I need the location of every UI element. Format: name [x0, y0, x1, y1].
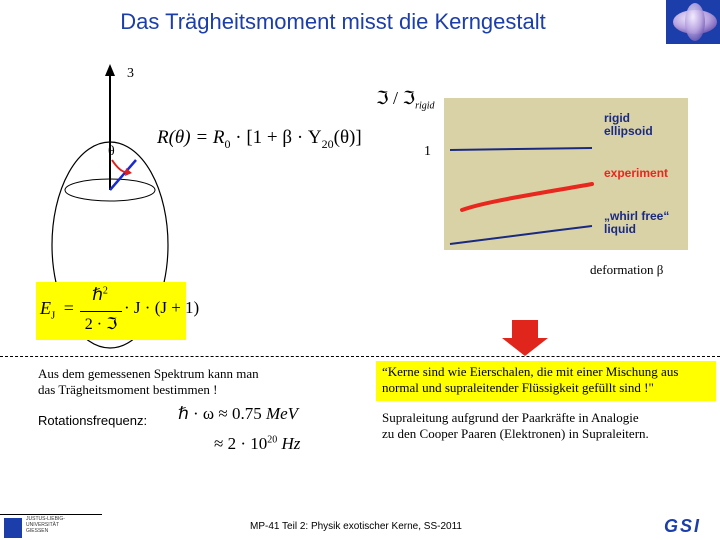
energy-formula-denominator: 2 · ℑ [84, 316, 118, 333]
energy-formula-lhs-sub: J [51, 309, 56, 322]
plot-tick-one: 1 [424, 144, 431, 159]
experiment-curve [462, 184, 592, 210]
footer-rule [0, 514, 102, 515]
rotation-formula-line1 [178, 404, 298, 424]
slide-title: Das Trägheitsmoment misst die Kerngestalt [0, 0, 666, 44]
energy-formula-hbar: ℏ [92, 285, 103, 304]
radius-formula-mid: · [1 + β · Y [230, 127, 322, 148]
rotation-formula-line1-unit: MeV [265, 404, 299, 423]
label-rigid-line1: rigid [604, 111, 630, 125]
label-whirl-line2: liquid [604, 222, 636, 236]
label-whirl-free [604, 210, 669, 236]
energy-formula-numerator [83, 285, 117, 305]
quote-line1: “Kerne sind wie Eierschalen, die mit einer Mischung aus [382, 364, 679, 379]
plot-xlabel: deformation β [590, 262, 664, 277]
radius-formula-rhs: (θ)] [333, 127, 362, 148]
radius-formula-y-sub: 20 [321, 136, 334, 151]
angle-label: θ [108, 144, 115, 159]
label-rigid-ellipsoid [604, 112, 653, 138]
energy-formula-rhs: · J · (J + 1) [124, 298, 200, 317]
energy-formula-num-sup: 2 [102, 285, 108, 297]
energy-formula-lhs: E [40, 298, 51, 318]
plot-ylabel-main: ℑ / ℑ [376, 88, 416, 108]
radius-formula [157, 127, 362, 152]
left-text-line1: Aus dem gemessenen Spektrum kann man [38, 366, 259, 381]
rotation-formula-line2-sup: 20 [267, 434, 278, 446]
plot-ylabel-sub: rigid [415, 100, 435, 112]
energy-formula-lhs-group [40, 298, 74, 322]
energy-formula-eq: = [63, 298, 74, 318]
quote-text [382, 364, 678, 396]
rotation-formula-line1-a: ℏ · ω ≈ 0.75 [178, 404, 262, 423]
university-logo-line1: JUSTUS-LIEBIG- [26, 516, 65, 522]
university-logo-line3: GIESSEN [26, 528, 49, 534]
nucleus-logo-icon [670, 0, 720, 44]
quote-line2: normal und supraleitender Flüssigkeit gefüllt sind !" [382, 380, 654, 395]
plot-ylabel [376, 88, 435, 112]
label-rigid-line2: ellipsoid [604, 124, 653, 138]
rotation-formula-line2 [214, 434, 300, 454]
rotation-formula-line2-unit: Hz [281, 434, 301, 453]
university-logo-line2: UNIVERSITÄT [26, 522, 60, 528]
superconductivity-text [382, 410, 649, 442]
university-logo-text [26, 516, 65, 534]
rotation-formula-line2-a: ≈ 2 · 10 [214, 434, 268, 453]
axis-label: 3 [127, 66, 134, 81]
down-arrow-icon [498, 318, 552, 358]
university-logo-mark-icon [4, 518, 22, 538]
radius-formula-r-sub: 0 [224, 136, 231, 151]
dashed-divider [0, 356, 720, 357]
superconductivity-line2: zu den Cooper Paaren (Elektronen) in Supraleitern. [382, 426, 649, 441]
whirl-free-line [450, 226, 592, 244]
footer-text: MP-41 Teil 2: Physik exotischer Kerne, SS-2011 [250, 521, 462, 532]
label-whirl-line1: „whirl free“ [604, 209, 670, 223]
rotation-label: Rotationsfrequenz: [38, 413, 148, 428]
fraction-bar [80, 311, 122, 312]
rigid-ellipsoid-line [450, 148, 592, 150]
superconductivity-line1: Supraleitung aufgrund der Paarkräfte in Analogie [382, 410, 639, 425]
label-experiment: experiment [604, 166, 669, 180]
radius-formula-lhs: R(θ) = R [157, 127, 225, 148]
left-text-line2: das Trägheitsmoment bestimmen ! [38, 382, 218, 397]
gsi-logo [664, 516, 716, 536]
left-text-block [38, 366, 259, 398]
gsi-logo-text: GSI [664, 516, 702, 536]
